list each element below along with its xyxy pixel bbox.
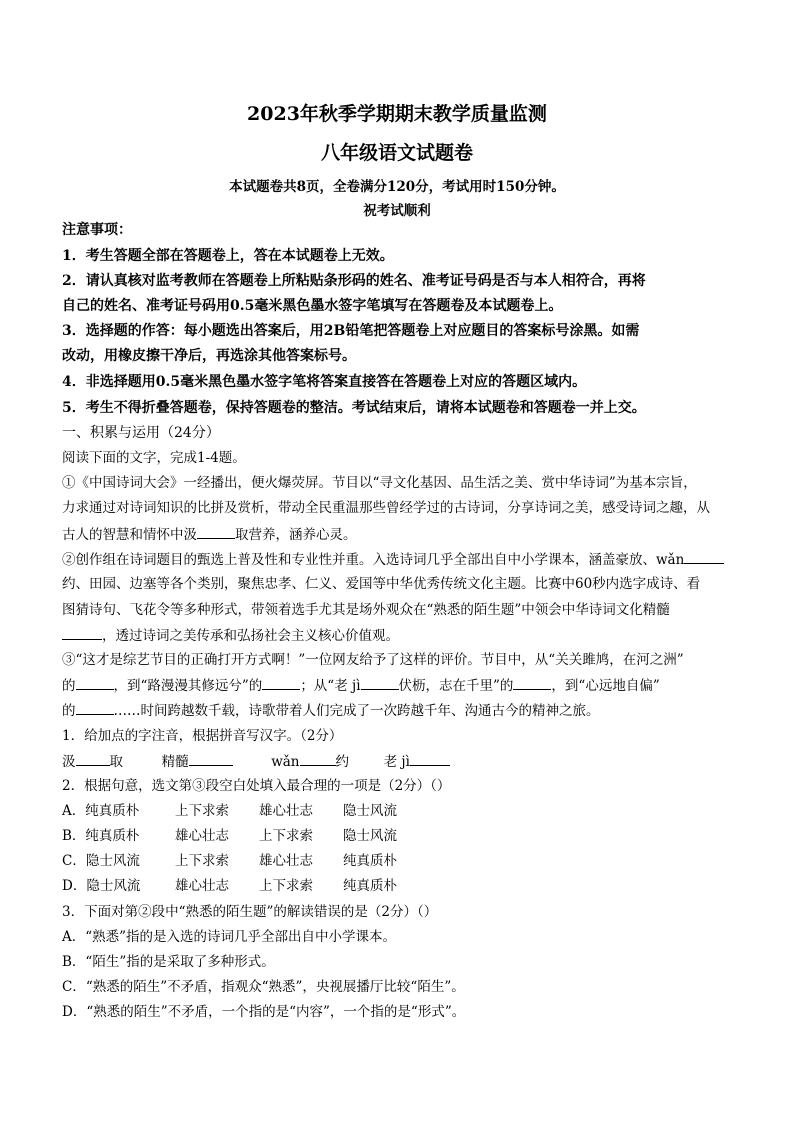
passage-p3-line3: 的 ……时间跨越数千载，诗歌带着人们完成了一次跨越千年、沟通古今的精神之旅。 [62,703,600,719]
blank [76,701,114,715]
note-2-line1: 2．请认真核对监考教师在答题卷上所粘贴条形码的姓名、准考证号码是否与本人相符合，再将 [62,273,646,289]
note-5: 5．考生不得折叠答题卷，保持答题卷的整洁。考试结束后，请将本试题卷和答题卷一并上交。 [62,400,646,416]
notes-heading: 注意事项： [62,222,132,238]
section-intro: 阅读下面的文字，完成1-4题。 [62,450,246,466]
question-3: 3．下面对第②段中“熟悉的陌生题”的解读错误的是（2分）（） [62,904,438,920]
blank [262,676,300,690]
question-1: 1．给加点的字注音，根据拼音写汉字。（2分） [62,728,343,744]
note-3-line2: 改动，用橡皮擦干净后，再选涂其他答案标号。 [62,348,356,364]
answer-blank [410,752,450,766]
question-3-option-c: C．“熟悉的陌生”不矛盾，指观众“熟悉”，央视展播厅比较“陌生”。 [62,979,465,995]
question-2-option-d: D．隐士风流 雄心壮志 上下求索 纯真质朴 [62,878,397,894]
note-3-line1: 3．选择题的作答：每小题选出答案后，用2B铅笔把答题卷上对应题目的答案标号涂黑。如需 [62,323,640,339]
passage-p2-line4: ，透过诗词之美传承和弘扬社会主义核心价值观。 [62,626,399,645]
blank [361,676,399,690]
exam-info: 本试题卷共8页，全卷满分120分，考试用时150分钟。 [229,179,565,195]
answer-blank [300,752,336,766]
passage-p2-line1: ②创作组在诗词题目的甄选上普及性和专业性并重。入选诗词几乎全部出自中小学课本，涵盖豪放、wǎn [62,550,724,569]
blank [76,676,114,690]
question-2-option-a: A．纯真质朴 上下求索 雄心壮志 隐士风流 [62,803,397,819]
question-1-items: 汲 取 精髓 wǎn 约 老 jì [62,752,450,771]
answer-blank [76,752,110,766]
note-2-line2: 自己的姓名、准考证号码用0.5毫米黑色墨水签字笔填写在答题卷及本试题卷上。 [62,298,563,314]
blank [197,525,235,539]
blank [513,676,551,690]
note-1: 1．考生答题全部在答题卷上，答在本试题卷上无效。 [62,248,394,264]
exam-title: 2023年秋季学期期末教学质量监测 [247,103,547,125]
blank [684,550,724,564]
passage-p1-line1: ①《中国诗词大会》一经播出，便火爆荧屏。节目以“寻文化基因、品生活之美、赏中华诗词”为基本宗旨， [62,475,697,491]
note-4: 4．非选择题用0.5毫米黑色墨水签字笔将答案直接答在答题卷上对应的答题区域内。 [62,374,587,390]
answer-blank [189,752,233,766]
question-3-option-b: B．“陌生”指的是采取了多种形式。 [62,954,275,970]
passage-p1-line3: 古人的智慧和情怀中汲 取营养，涵养心灵。 [62,527,357,543]
blank [62,626,102,640]
exam-subtitle: 八年级语文试题卷 [320,142,473,164]
passage-p2-line3: 图猜诗句、飞花令等多种形式，带领着选手尤其是场外观众在“熟悉的陌生题”中领会中华诗词文化精髓 [62,602,670,618]
question-2-option-c: C．隐士风流 上下求索 雄心壮志 纯真质朴 [62,853,397,869]
question-2-option-b: B．纯真质朴 雄心壮志 上下求索 隐士风流 [62,828,397,844]
section-heading: 一、积累与运用（24分） [62,425,220,441]
exam-wish: 祝考试顺利 [363,203,431,219]
passage-p2-line2: 约、田园、边塞等各个类别，聚焦忠孝、仁义、爱国等中华优秀传统文化主题。比赛中60秒内选字成诗、看 [62,576,701,592]
passage-p1-line2: 力求通过对诗词知识的比拼及赏析，带动全民重温那些曾经学过的古诗词，分享诗词之美，感受诗词之趣，从 [62,500,710,516]
question-3-option-d: D．“熟悉的陌生”不矛盾，一个指的是“内容”，一个指的是“形式”。 [62,1004,466,1020]
passage-p3-line1: ③“这才是综艺节目的正确打开方式啊！”一位网友给予了这样的评价。节目中，从“关关雎鸠，在河之洲” [62,652,684,668]
question-3-option-a: A．“熟悉”指的是入选的诗词几乎全部出自中小学课本。 [62,929,397,945]
question-2: 2．根据句意，选文第③段空白处填入最合理的一项是（2分）（） [62,778,451,794]
passage-p3-line2: 的 ，到“路漫漫其修远兮”的 ；从“老 jì 伏枥，志在千里”的 ，到“心远地自偏” [62,678,660,694]
